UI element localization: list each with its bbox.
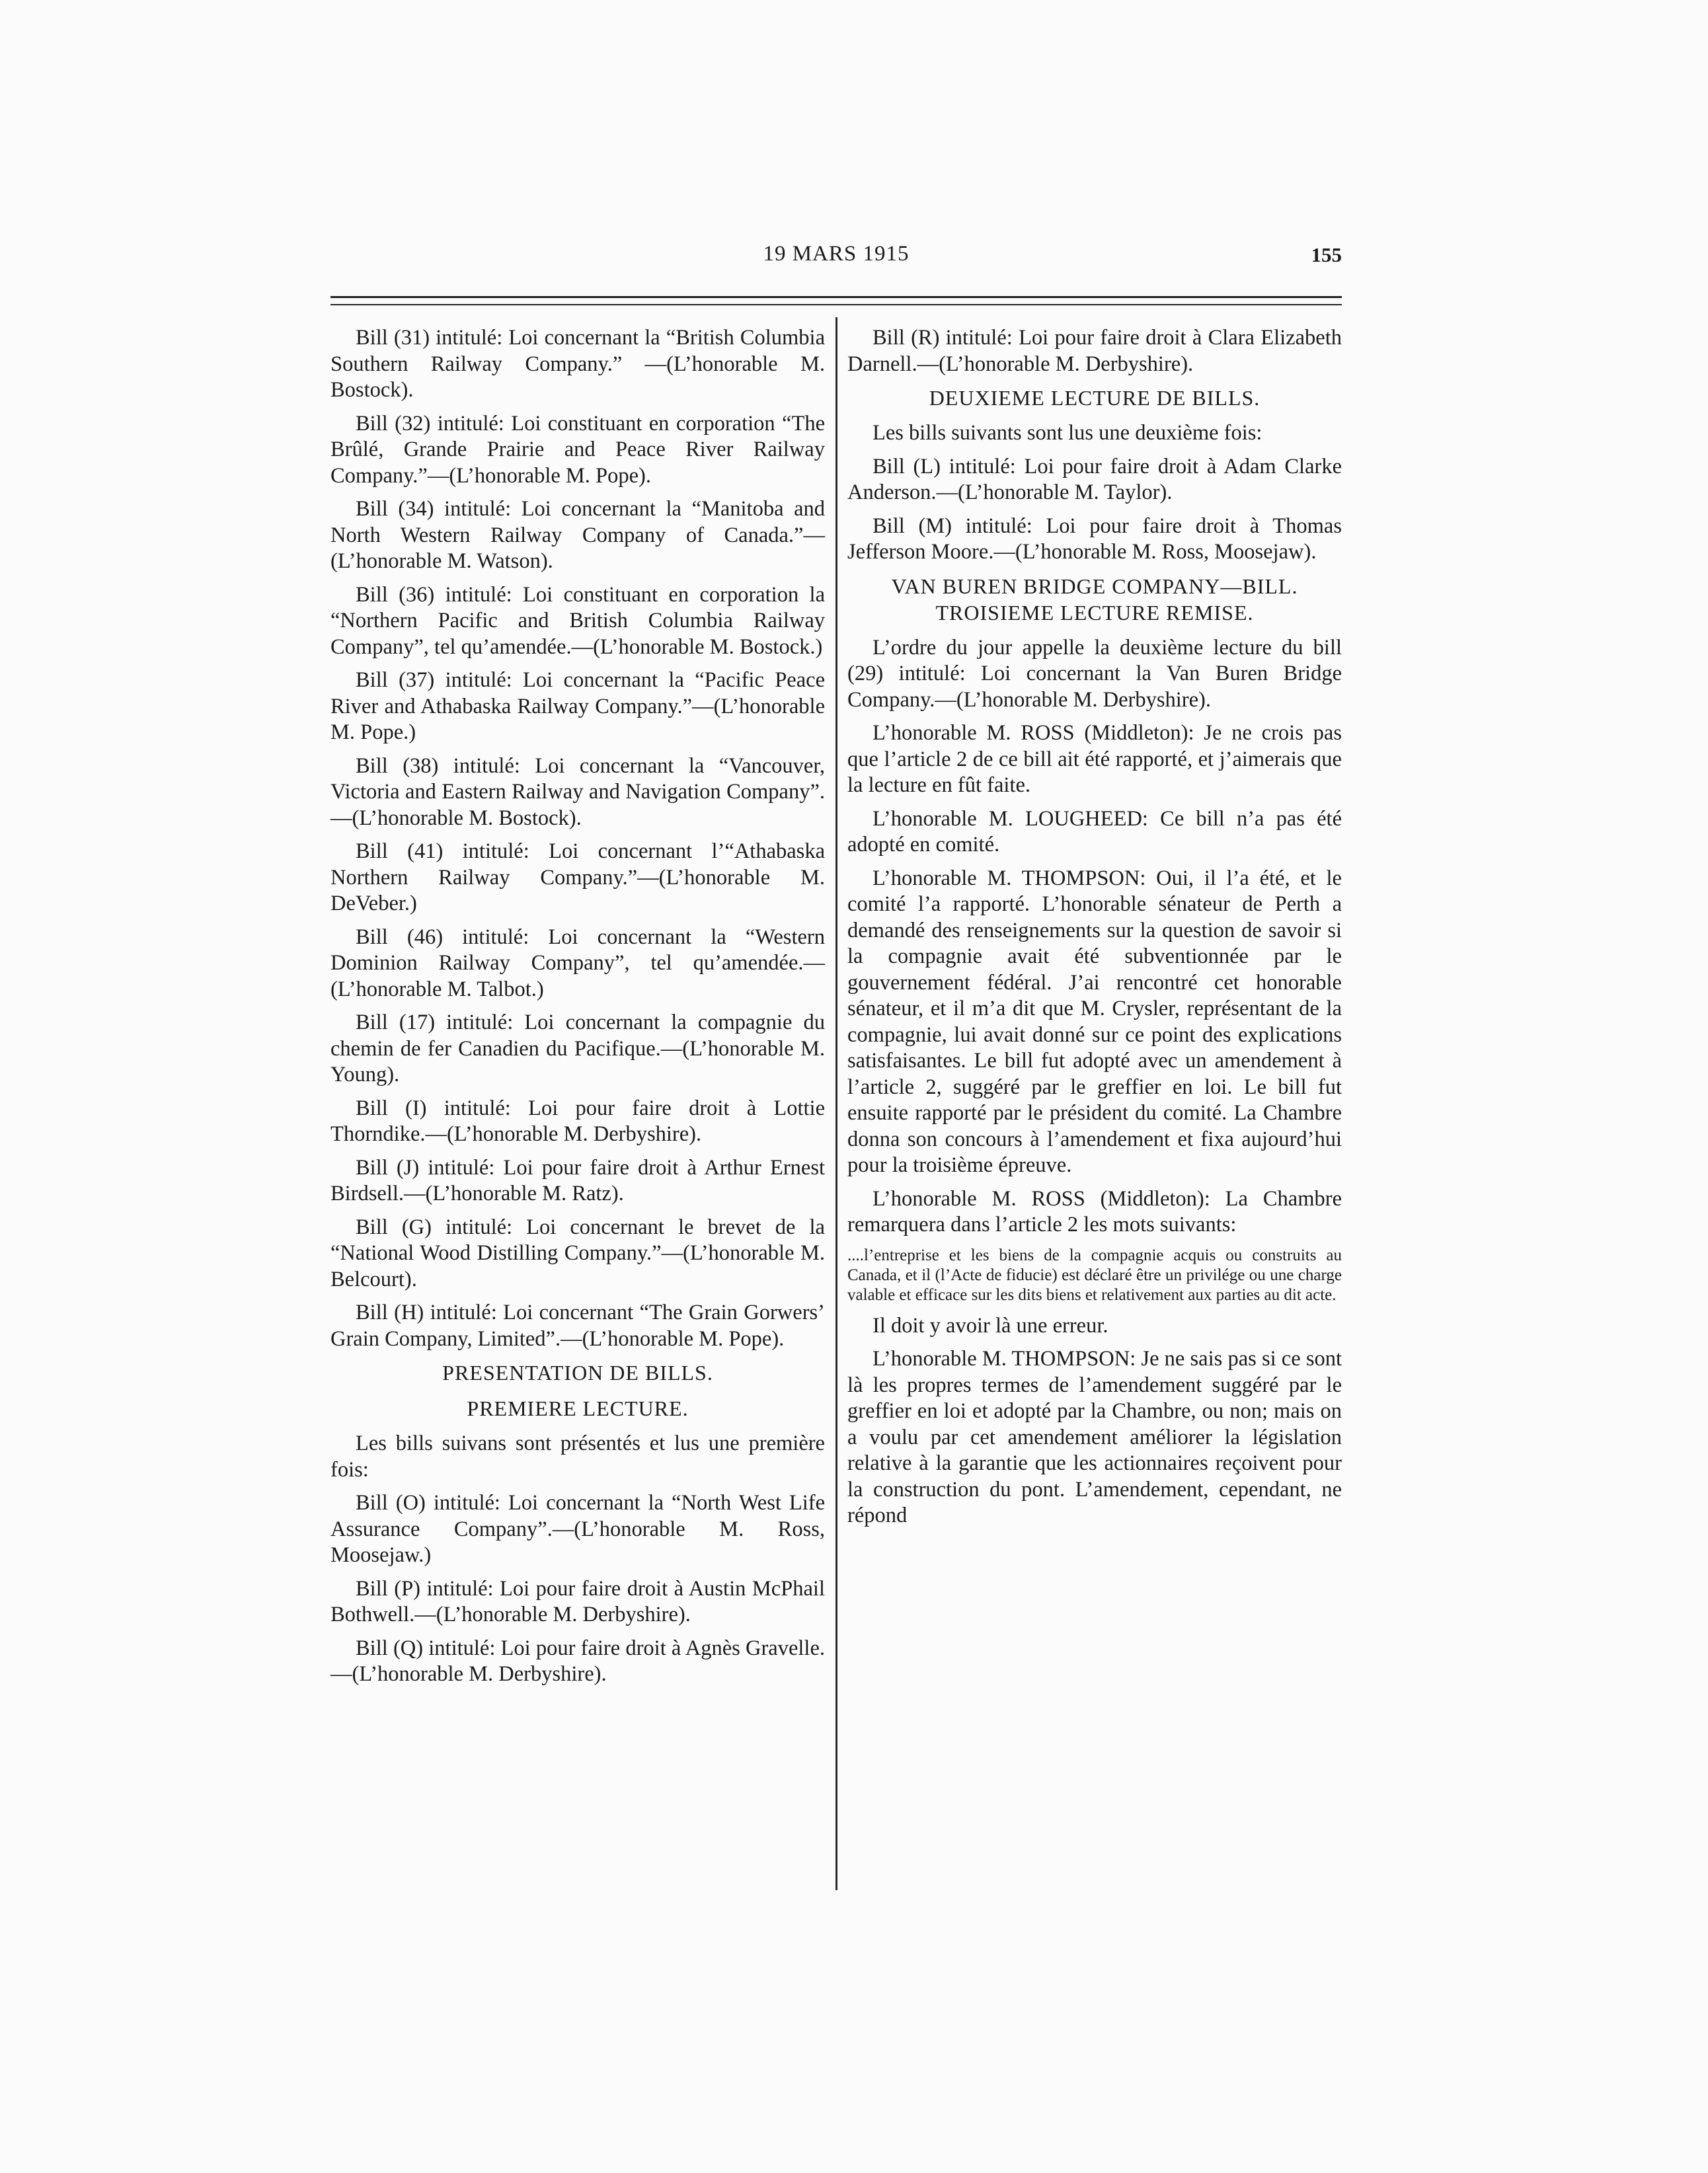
left-column <box>330 325 825 1695</box>
paragraph: Bill (P) intitulé: Loi pour faire droit à Austin McPhail Bothwell.—(L’honorable M. Derbyshire). <box>330 1576 825 1626</box>
paragraph: L’honorable M. THOMPSON: Oui, il l’a été, et le comité l’a rapporté. L’honorable sénateur de Perth a demandé des renseignements sur la question de savoir si la compagnie avait été subventionnée par le gouvernement fédéral. J’ai rencontré cet honorable sénateur, et il m’a dit que M. Crysler, représentant de la compagnie, lui avait donné sur ce point des explications satisfaisantes. Le bill fut adopté avec un amendement à l’article 2, suggéré par le greffier en loi. Le bill fut ensuite rapporté par le président du comité. La Chambre donna son concours à l’amendement et fixa aujourd’hui pour la troisième épreuve. <box>847 866 1342 1177</box>
paragraph: Les bills suivans sont présentés et lus une première fois: <box>330 1431 825 1482</box>
paragraph: L’honorable M. ROSS (Middleton): Je ne crois pas que l’article 2 de ce bill ait été rapporté, et j’aimerais que la lecture en fût faite. <box>847 721 1342 797</box>
paragraph: Bill (41) intitulé: Loi concernant l’“Athabaska Northern Railway Company.”—(L’honorable M. DeVeber.) <box>330 839 825 915</box>
paragraph: Bill (38) intitulé: Loi concernant la “Vancouver, Victoria and Eastern Railway and Navigation Company”.—(L’honorable M. Bostock). <box>330 753 825 830</box>
right-column <box>847 325 1342 1537</box>
paragraph: Bill (R) intitulé: Loi pour faire droit à Clara Elizabeth Darnell.—(L’honorable M. Derbyshire). <box>847 326 1342 376</box>
paragraph: L’ordre du jour appelle la deuxième lecture du bill (29) intitulé: Loi concernant la Van Buren Bridge Company.—(L’honorable M. Derbyshire). <box>847 635 1342 712</box>
page-header <box>330 235 1342 275</box>
paragraph: Bill (36) intitulé: Loi constituant en corporation la “Northern Pacific and British Columbia Railway Company”, tel qu’amendée.—(L’honorable M. Bostock.) <box>330 582 825 659</box>
section-heading: PRESENTATION DE BILLS. <box>442 1361 713 1385</box>
paragraph: Bill (32) intitulé: Loi constituant en corporation “The Brûlé, Grande Prairie and Peace River Railway Company.”—(L’honorable M. Pope). <box>330 411 825 488</box>
paragraph: Il doit y avoir là une erreur. <box>873 1313 1108 1338</box>
paragraph: L’honorable M. ROSS (Middleton): La Chambre remarquera dans l’article 2 les mots suivants: <box>847 1186 1342 1237</box>
paragraph: L’honorable M. THOMPSON: Je ne sais pas si ce sont là les propres termes de l’amendement suggéré par le greffier en loi et adopté par la Chambre, ou non; mais on a voulu par cet amendement améliorer la législation relative à la garantie que les actionnaires reçoivent pour la construction du pont. L’amendement, cependant, ne répond <box>847 1347 1342 1527</box>
paragraph: Les bills suivants sont lus une deuxième fois: <box>873 421 1262 445</box>
paragraph: Bill (L) intitulé: Loi pour faire droit à Adam Clarke Anderson.—(L’honorable M. Taylor). <box>847 454 1342 504</box>
paragraph: Bill (I) intitulé: Loi pour faire droit à Lottie Thorndike.—(L’honorable M. Derbyshire). <box>330 1096 825 1146</box>
column-divider <box>835 317 837 1890</box>
header-rule-top <box>330 296 1342 298</box>
paragraph: Bill (H) intitulé: Loi concernant “The Grain Gorwers’ Grain Company, Limited”.—(L’honorable M. Pope). <box>330 1301 825 1351</box>
quoted-text: ....l’entreprise et les biens de la compagnie acquis ou construits au Canada, et il (l’Acte de fiducie) est déclaré être un privilége ou une charge valable et efficace sur les dits biens et relativement aux parties au dit acte. <box>847 1246 1342 1304</box>
section-heading: VAN BUREN BRIDGE COMPANY—BILL. TROISIEME LECTURE REMISE. <box>891 574 1298 625</box>
paragraph: Bill (46) intitulé: Loi concernant la “Western Dominion Railway Company”, tel qu’amendée.—(L’honorable M. Talbot.) <box>330 925 825 1001</box>
paragraph: Bill (J) intitulé: Loi pour faire droit à Arthur Ernest Birdsell.—(L’honorable M. Ratz). <box>330 1155 825 1205</box>
page-number: 155 <box>1311 243 1342 266</box>
paragraph: Bill (M) intitulé: Loi pour faire droit à Thomas Jefferson Moore.—(L’honorable M. Ross, Moosejaw). <box>847 514 1342 564</box>
paragraph: Bill (O) intitulé: Loi concernant la “North West Life Assurance Company”.—(L’honorable M. Ross, Moosejaw.) <box>330 1491 825 1567</box>
section-heading: DEUXIEME LECTURE DE BILLS. <box>929 386 1261 410</box>
header-rule-bottom <box>330 304 1342 305</box>
paragraph: Bill (37) intitulé: Loi concernant la “Pacific Peace River and Athabaska Railway Company.”—(L’honorable M. Pope.) <box>330 668 825 744</box>
paragraph: Bill (Q) intitulé: Loi pour faire droit à Agnès Gravelle.—(L’honorable M. Derbyshire). <box>330 1636 825 1686</box>
paragraph: Bill (34) intitulé: Loi concernant la “Manitoba and North Western Railway Company of Canada.”—(L’honorable M. Watson). <box>330 497 825 573</box>
paragraph: L’honorable M. LOUGHEED: Ce bill n’a pas été adopté en comité. <box>847 806 1342 857</box>
paragraph: Bill (17) intitulé: Loi concernant la compagnie du chemin de fer Canadien du Pacifique.—(L’honorable M. Young). <box>330 1010 825 1086</box>
paragraph: Bill (31) intitulé: Loi concernant la “British Columbia Southern Railway Company.” —(L’honorable M. Bostock). <box>330 326 825 402</box>
section-heading: PREMIERE LECTURE. <box>467 1396 689 1420</box>
page-date: 19 MARS 1915 <box>763 242 910 266</box>
paragraph: Bill (G) intitulé: Loi concernant le brevet de la “National Wood Distilling Company.”—(L’honorable M. Belcourt). <box>330 1215 825 1291</box>
